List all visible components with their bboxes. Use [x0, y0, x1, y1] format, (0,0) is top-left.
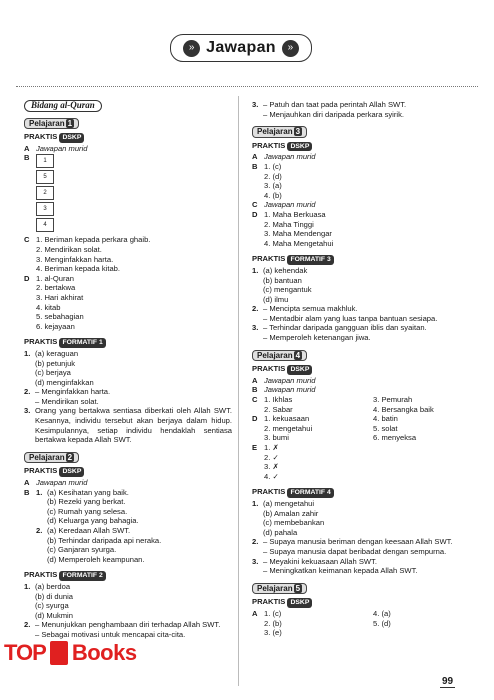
- right-column: [252, 100, 482, 638]
- answer-block: A Jawapan murid: [24, 143, 88, 153]
- bookmark-icon: [50, 641, 68, 665]
- dotted-divider: [16, 86, 478, 87]
- answer-block: 1. (a) berdoa (b) di dunia (c) syurga (d) Mukmin: [24, 581, 73, 620]
- page-header-banner: [170, 34, 312, 62]
- answer-block: 3. – Terhindar daripada gangguan iblis dan syaitan. – Memperoleh ketenangan jiwa.: [252, 323, 427, 343]
- answer-block: 3. – Meyakini kekuasaan Allah SWT. – Meningkatkan keimanan kepada Allah SWT.: [252, 556, 418, 576]
- answer-block: 2. – Mencipta semua makhluk. – Mentadbir alam yang luas tanpa bantuan sesiapa.: [252, 304, 438, 323]
- lesson-badge: Pelajaran 4: [252, 350, 307, 362]
- praktis-dskp-heading: PRAKTIS DSKP: [24, 132, 232, 143]
- answer-block: 3. – Patuh dan taat pada perintah Allah SWT. – Menjauhkan diri daripada perkara syirik.: [252, 100, 407, 119]
- praktis-dskp-heading: PRAKTIS DSKP: [252, 364, 482, 375]
- answer-block: C Jawapan murid: [252, 200, 316, 210]
- answer-block: 1. (a) keraguan (b) petunjuk (c) berjaya (d) menginfakkan: [24, 348, 94, 387]
- lesson-badge: Pelajaran 5: [252, 583, 307, 595]
- answer-block: B 1 5 2 3 4: [24, 153, 232, 235]
- answer-block: A Jawapan murid: [24, 478, 88, 488]
- answer-block: 2. – Menunjukkan penghambaan diri terhadap Allah SWT. – Sebagai motivasi untuk mencapai cita-cita.: [24, 620, 221, 639]
- lesson-badge: Pelajaran 2: [24, 452, 79, 464]
- answer-boxes: [36, 154, 54, 232]
- topbooks-logo: TOP Books: [4, 640, 137, 665]
- lesson-badge: Pelajaran 1: [24, 118, 79, 130]
- answer-block: A 1. (c) 2. (b) 3. (e) 4. (a) 5. (d): [252, 608, 391, 638]
- answer-box: 2: [36, 186, 54, 200]
- page-number: 99: [442, 676, 454, 687]
- page-title: Jawapan: [206, 39, 276, 56]
- praktis-dskp-heading: PRAKTIS DSKP: [252, 597, 482, 608]
- answer-block: B 1. (a) Kesihatan yang baik. (b) Rezeki yang berkat. (c) Rumah yang selesa. (d) Keluarga yang bahagia. 2. (a) Keredaan Allah SWT. (b) Terhindar daripada api neraka. (c) Ganjaran syurga. (d) Memperoleh keampunan.: [24, 487, 162, 564]
- answer-block: 3. Orang yang bertakwa sentiasa diberkati oleh Allah SWT. Kesannya, individu tersebut akan berjaya dalam hidup. Kesimpulannya, setiap individu hendaklah sentiasa bertakwa kepada Allah SWT.: [24, 406, 232, 445]
- answer-block: D 1. al-Quran 2. bertakwa 3. Hari akhirat 4. kitab 5. sebahagian 6. kejayaan: [24, 273, 84, 331]
- answer-block: 2. – Supaya manusia beriman dengan keesaan Allah SWT. – Supaya manusia dapat beribadat dengan sempurna.: [252, 537, 453, 556]
- answer-block: D 1. Maha Berkuasa 2. Maha Tinggi 3. Maha Mendengar 4. Maha Mengetahui: [252, 209, 334, 248]
- praktis-formatif-heading: PRAKTIS FORMATIF 2: [24, 570, 232, 581]
- praktis-formatif-heading: PRAKTIS FORMATIF 3: [252, 254, 482, 265]
- praktis-dskp-heading: PRAKTIS DSKP: [24, 466, 232, 477]
- answer-box: 1: [36, 154, 54, 168]
- praktis-formatif-heading: PRAKTIS FORMATIF 1: [24, 337, 232, 348]
- lesson-badge: Pelajaran 3: [252, 126, 307, 138]
- answer-block: A Jawapan murid: [252, 152, 316, 162]
- answer-block: D 1. kekuasaan 2. mengetahui 3. bumi 4. batin 5. solat 6. menyeksa: [252, 414, 417, 443]
- column-divider: [238, 96, 239, 686]
- praktis-formatif-heading: PRAKTIS FORMATIF 4: [252, 487, 482, 498]
- answer-block: 1. (a) kehendak (b) bantuan (c) mengantuk (d) ilmu: [252, 265, 312, 304]
- answer-block: 1. (a) mengetahui (b) Amalan zahir (c) membebankan (d) pahala: [252, 498, 325, 537]
- praktis-dskp-heading: PRAKTIS DSKP: [252, 141, 482, 152]
- answer-block: C 1. Beriman kepada perkara ghaib. 2. Mendirikan solat. 3. Menginfakkan harta. 4. Beriman kepada kitab.: [24, 235, 151, 274]
- answer-block: B 1. (c) 2. (d) 3. (a) 4. (b): [252, 161, 282, 200]
- answer-block: C 1. Ikhlas 2. Sabar 3. Pemurah 4. Bersangka baik: [252, 395, 434, 414]
- answer-block: E 1. ✗ 2. ✓ 3. ✗ 4. ✓: [252, 443, 279, 481]
- chevron-double-down-icon: »: [282, 40, 299, 57]
- section-heading: Bidang al-Quran: [24, 100, 102, 112]
- chevron-double-down-icon: »: [183, 40, 200, 57]
- answer-box: 4: [36, 218, 54, 232]
- answer-block: B Jawapan murid: [252, 385, 316, 395]
- left-column: [24, 100, 232, 640]
- answer-block: A Jawapan murid: [252, 375, 316, 385]
- answer-box: 5: [36, 170, 54, 184]
- answer-box: 3: [36, 202, 54, 216]
- answer-block: 2. – Menginfakkan harta. – Mendirikan solat.: [24, 387, 111, 406]
